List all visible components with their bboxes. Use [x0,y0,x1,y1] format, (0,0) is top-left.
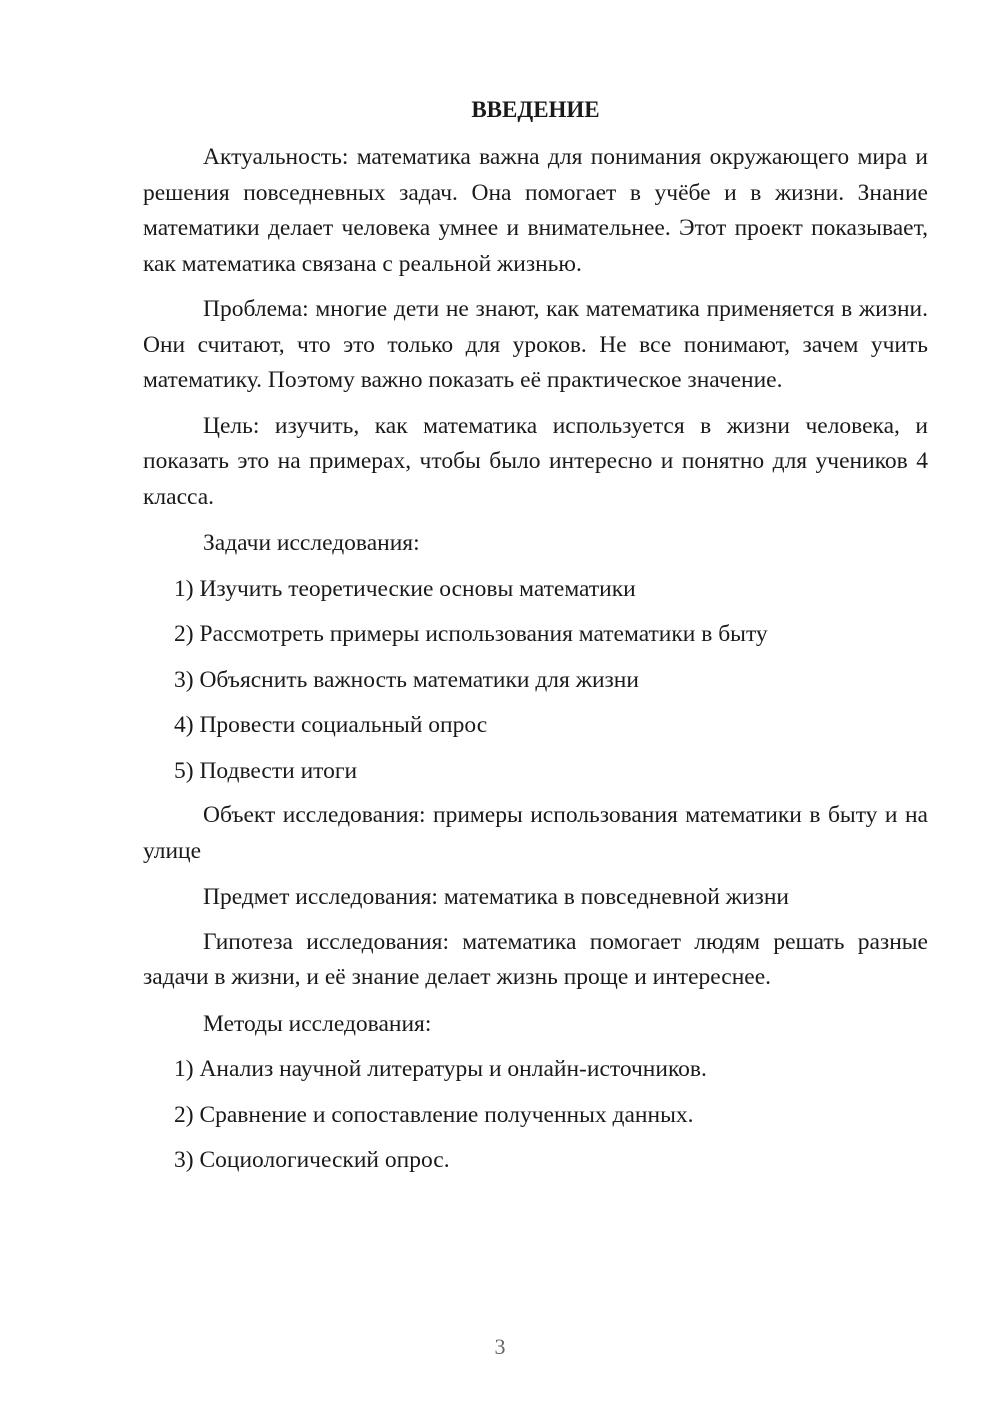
methods-list [143,1051,928,1178]
section-heading: ВВЕДЕНИЕ [471,97,600,122]
problem-paragraph: Проблема: многие дети не знают, как математика применяется в жизни. Они считают, что это только для уроков. Не все понимают, зачем учить математику. Поэтому важно показать её практическое значение. [143,296,928,393]
list-item: 3) Объяснить важность математики для жизни [174,666,639,693]
goal-paragraph: Цель: изучить, как математика используется в жизни человека, и показать это на примерах, чтобы было интересно и понятно для учеников 4 класса. [143,412,928,510]
list-item: 4) Провести социальный опрос [174,712,488,738]
tasks-list [143,571,928,789]
document-page [143,92,928,1188]
methods-title: Методы исследования: [203,1010,432,1037]
hypothesis-paragraph: Гипотеза исследования: математика помогает людям решать разные задачи в жизни, и её знание делает жизнь проще и интереснее. [143,928,928,990]
list-item: 5) Подвести итоги [174,757,358,784]
page-number: 3 [494,1334,506,1359]
list-item: 3) Социологический опрос. [174,1147,450,1173]
object-paragraph: Объект исследования: примеры использования математики в быту и на улице [143,802,928,864]
list-item: 2) Рассмотреть примеры использования математики в быту [174,621,768,647]
list-item: 2) Сравнение и сопоставление полученных данных. [174,1101,694,1128]
subject-paragraph: Предмет исследования: математика в повседневной жизни [203,884,789,910]
relevance-paragraph: Актуальность: математика важна для понимания окружающего мира и решения повседневных задач. Она помогает в учёбе и в жизни. Знание математики делает человека умнее и внимательнее. Этот проект показывает, как математика связана с реальной жизнью. [143,144,928,277]
list-item: 1) Изучить теоретические основы математики [174,575,636,602]
list-item: 1) Анализ научной литературы и онлайн-источников. [174,1056,707,1082]
tasks-title: Задачи исследования: [203,530,420,556]
